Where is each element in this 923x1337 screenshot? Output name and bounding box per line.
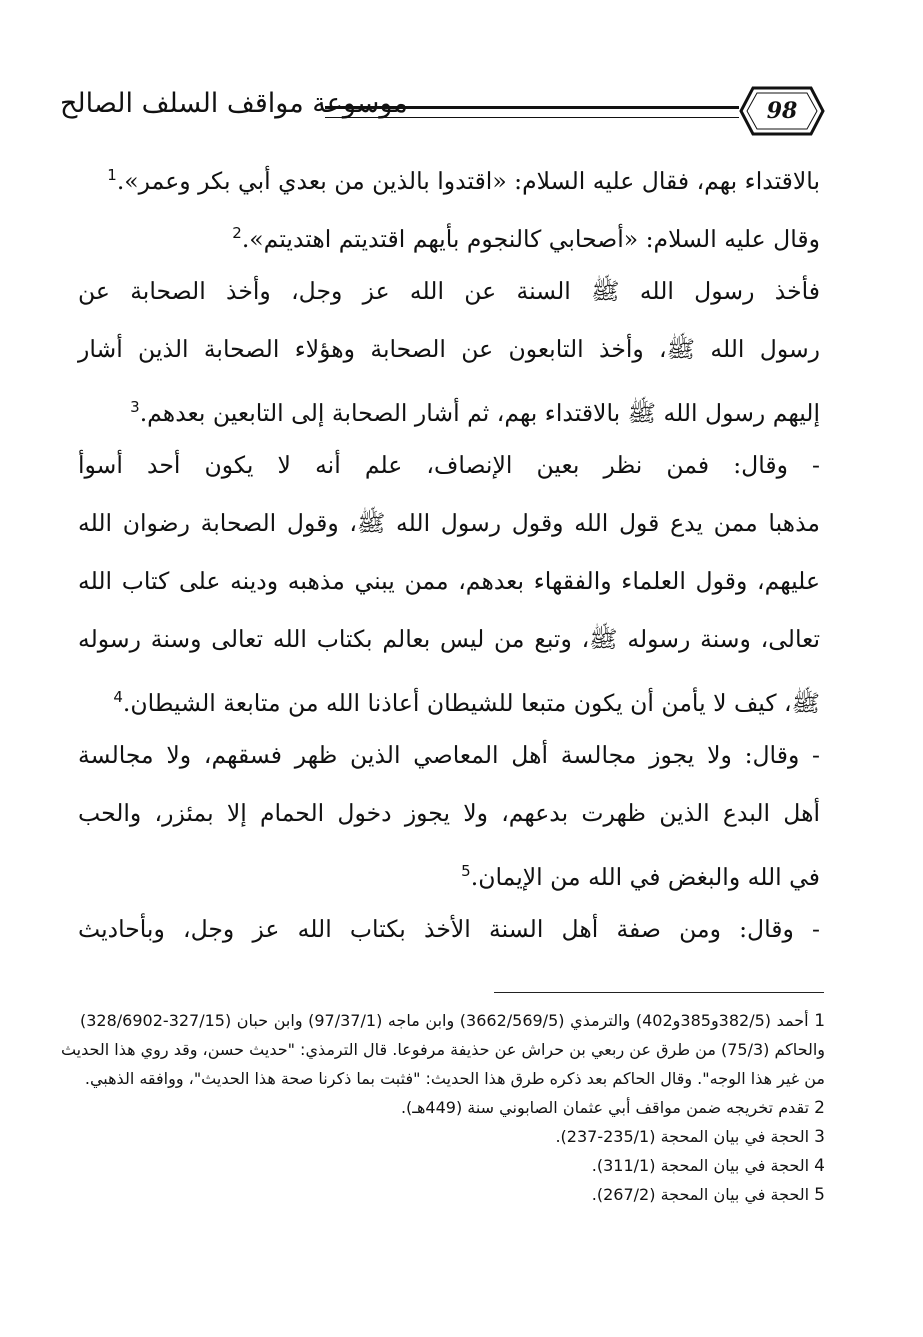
line-text: - وقال: فمن نظر بعين الإنصاف، علم أنه لا يكون أحد أسوأ: [78, 451, 821, 479]
line-text: ﷺ، كيف لا يأمن أن يكون متبعا للشيطان أعاذنا الله من متابعة الشيطان.: [122, 689, 820, 717]
page-number-badge: [739, 86, 825, 136]
text-line: [78, 610, 820, 668]
footnote-text: أحمد (382/5و385و402) والترمذي (3662/569/5) وابن ماجه (97/37/1) وابن حبان (327/15-328/6902): [80, 1011, 809, 1030]
footnote-line: [80, 1064, 825, 1093]
footnotes: [60, 1006, 826, 1209]
book-title: موسوعة مواقف السلف الصالح: [60, 88, 408, 119]
line-text: وقال عليه السلام: «أصحابي كالنجوم بأيهم اقتديتم اهتديتم».: [241, 225, 820, 253]
text-line: [78, 146, 820, 204]
footnote-number: 3: [814, 1127, 825, 1147]
text-line: [78, 378, 820, 436]
line-text: - وقال: ومن صفة أهل السنة الأخذ بكتاب الله عز وجل، وبأحاديث: [78, 915, 820, 943]
footnote-text: الحجة في بيان المحجة (311/1).: [591, 1156, 810, 1175]
text-line: [78, 842, 820, 900]
text-line: [78, 900, 820, 958]
footnote-number: 5: [814, 1185, 825, 1205]
footnote-line: [60, 1035, 825, 1064]
text-line: [78, 494, 820, 552]
footnote-line: [80, 1180, 825, 1209]
text-line: [78, 436, 820, 494]
text-line: [78, 726, 820, 784]
body-text: [78, 146, 820, 958]
footnote-text: الحجة في بيان المحجة (267/2).: [591, 1185, 810, 1204]
footnote-reference[interactable]: 1: [107, 166, 117, 184]
line-text: - وقال: ولا يجوز مجالسة أهل المعاصي الذين ظهر فسقهم، ولا مجالسة: [78, 741, 820, 769]
line-text: تعالى، وسنة رسوله ﷺ، وتبع من ليس بعالم بكتاب الله تعالى وسنة رسوله: [78, 625, 820, 653]
page-number: 98: [766, 98, 798, 124]
line-text: رسول الله ﷺ، وأخذ التابعون عن الصحابة وهؤلاء الصحابة الذين أشار: [78, 335, 820, 363]
text-line: [78, 320, 820, 378]
footnote-text: الحجة في بيان المحجة (235/1-237).: [555, 1127, 810, 1146]
footnote-reference[interactable]: 2: [232, 224, 242, 242]
header-rule: [325, 106, 739, 118]
footnote-reference[interactable]: 4: [113, 688, 123, 706]
line-text: إليهم رسول الله ﷺ بالاقتداء بهم، ثم أشار الصحابة إلى التابعين بعدهم.: [139, 399, 820, 427]
text-line: [78, 552, 820, 610]
line-text: فأخذ رسول الله ﷺ السنة عن الله عز وجل، وأخذ الصحابة عن: [78, 277, 820, 305]
line-text: مذهبا ممن يدع قول الله وقول رسول الله ﷺ، وقول الصحابة رضوان الله: [78, 509, 820, 537]
line-text: أهل البدع الذين ظهرت بدعهم، ولا يجوز دخول الحمام إلا بمئزر، والحب: [78, 799, 820, 827]
footnote-text: والحاكم (75/3) من طرق عن ربعي بن حراش عن حذيفة مرفوعا. قال الترمذي: "حديث حسن، وقد روي هذا الحديث: [60, 1040, 825, 1059]
text-line: [78, 204, 820, 262]
footnote-line: [80, 1122, 825, 1151]
footnote-reference[interactable]: 5: [461, 862, 471, 880]
footnote-text: تقدم تخريجه ضمن مواقف أبي عثمان الصابوني سنة (449هـ).: [400, 1098, 810, 1117]
footnote-line: [80, 1151, 825, 1180]
line-text: في الله والبغض في الله من الإيمان.: [470, 863, 820, 891]
footnote-number: 4: [814, 1156, 825, 1176]
footnote-text: من غير هذا الوجه". وقال الحاكم بعد ذكره طرق هذا الحديث: "فثبت بما ذكرنا صحة هذا الحديث"، ووافقه الذهبي.: [84, 1069, 825, 1088]
footnote-reference[interactable]: 3: [130, 398, 140, 416]
footnote-separator: [494, 992, 824, 993]
footnote-line: [80, 1093, 825, 1122]
line-text: بالاقتداء بهم، فقال عليه السلام: «اقتدوا بالذين من بعدي أبي بكر وعمر».: [116, 167, 820, 195]
line-text: عليهم، وقول العلماء والفقهاء بعدهم، ممن يبني مذهبه ودينه على كتاب الله: [78, 567, 820, 595]
text-line: [78, 668, 820, 726]
footnote-number: 1: [814, 1011, 826, 1031]
footnote-line: [80, 1006, 825, 1035]
text-line: [78, 784, 820, 842]
text-line: [78, 262, 820, 320]
page-header: [60, 78, 825, 148]
footnote-number: 2: [814, 1098, 825, 1118]
